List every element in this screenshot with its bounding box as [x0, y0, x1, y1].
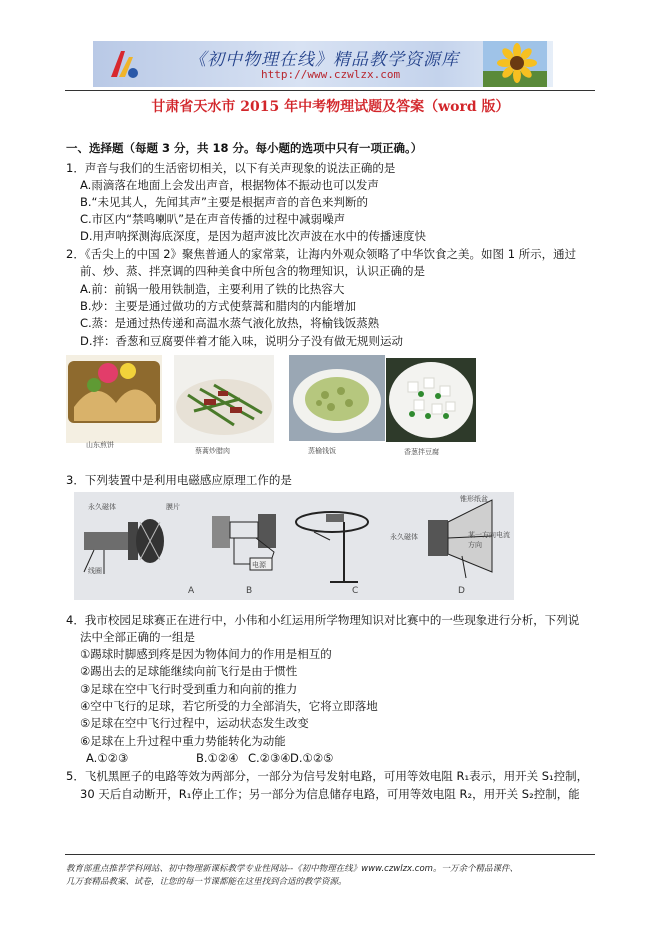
q4-option-d: D.①②⑤: [290, 751, 334, 765]
q4-stem-line2: 法中全部正确的一组是: [80, 630, 195, 644]
figure-label-a: A: [188, 586, 195, 596]
sunflower-icon: [483, 41, 547, 87]
site-logo-icon: [107, 47, 141, 81]
q4-stem-line1: 4．我市校园足球赛正在进行中，小伟和小红运用所学物理知识对比赛中的一些现象进行分析，下列说: [66, 613, 580, 627]
food-caption-1: 山东煎饼: [86, 441, 114, 449]
label-diaphragm: 膜片: [166, 503, 180, 511]
q3-stem: 3．下列装置中是利用电磁感应原理工作的是: [66, 473, 292, 487]
q1-option-a: A.雨滴落在地面上会发出声音，根据物体不振动也可以发声: [80, 178, 379, 192]
q4-statement-5: ⑤足球在空中飞行过程中，运动状态发生改变: [80, 716, 309, 730]
page-footer: [66, 863, 606, 889]
q4-statement-4: ④空中飞行的足球，若它所受的力全部消失，它将立即落地: [80, 699, 378, 713]
label-current: 某一方向电流方向: [468, 531, 510, 549]
q1-stem: 1．声音与我们的生活密切相关，以下有关声现象的说法正确的是: [66, 161, 396, 175]
food-caption-4: 香葱拌豆腐: [404, 448, 439, 456]
q1-option-b: B.“未见其人，先闻其声”主要是根据声音的音色来判断的: [80, 195, 368, 209]
q2-stem-line1: 2．《舌尖上的中国 2》聚焦普通人的家常菜，让海内外观众领略了中华饮食之美。如图 1 所示，通过: [66, 247, 577, 261]
food-photo-tofu: [386, 358, 476, 442]
header-banner: [93, 41, 553, 87]
q4-option-b: B.①②④: [196, 751, 239, 765]
food-photo-jianbing: [66, 355, 162, 443]
footer-line-2: 几万套精品教案、试卷，让您的每一节课都能在这里找到合适的教学资源。: [66, 877, 347, 887]
q3-figure: [74, 492, 514, 600]
q4-statement-3: ③足球在空中飞行时受到重力和向前的推力: [80, 682, 298, 696]
q2-option-d: D.拌：香葱和豆腐要伴着才能入味，说明分子没有做无规则运动: [80, 334, 404, 348]
q5-line1: 5．飞机黑匣子的电路等效为两部分，一部分为信号发射电路，可用等效电阻 R₁表示，用开关 S₁控制，: [66, 769, 589, 783]
food-photo-stirfry: [174, 355, 274, 443]
section-heading: 一、选择题（每题 3 分，共 18 分。每小题的选项中只有一项正确。）: [66, 141, 423, 155]
figure-label-b: B: [246, 586, 253, 596]
q1-option-c: C.市区内“禁鸣喇叭”是在声音传播的过程中减弱噪声: [80, 212, 346, 226]
food-caption-2: 蔡蒿炒腊肉: [195, 447, 230, 455]
q4-option-a: A.①②③: [86, 751, 129, 765]
food-caption-3: 蒸榆钱饭: [308, 447, 336, 455]
q2-option-a: A.前：前锅一般用铁制造，主要利用了铁的比热容大: [80, 282, 345, 296]
q5-line2: 30 天后自动断开，R₁停止工作；另一部分为信息储存电路，可用等效电阻 R₂，用开关 S₂控制，能: [80, 787, 580, 801]
q3-figure-drawing: [74, 492, 514, 600]
page-title: 甘肃省天水市 2015 年中考物理试题及答案（word 版）: [151, 99, 510, 115]
q4-statement-1: ①踢球时脚感到疼是因为物体间力的作用是相互的: [80, 647, 332, 661]
label-cone: 锥形纸盆: [460, 495, 488, 503]
q4-statement-6: ⑥足球在上升过程中重力势能转化为动能: [80, 734, 286, 748]
banner-url[interactable]: http://www.czwlzx.com: [261, 68, 401, 81]
q2-stem-line2: 前、炒、蒸、拌烹调的四种美食中所包含的物理知识，认识正确的是: [80, 264, 425, 278]
q4-option-c: C.②③④: [248, 751, 291, 765]
label-magnet-d: 永久磁体: [390, 533, 418, 541]
footer-line-1: 教育部重点推荐学科网站、初中物理新课标教学专业性网站--《初中物理在线》www.czwlzx.com。一万余个精品课件、: [66, 864, 518, 874]
q1-option-d: D.用声呐探测海底深度，是因为超声波比次声波在水中的传播速度快: [80, 229, 427, 243]
figure-label-c: C: [352, 586, 359, 596]
banner-title: 《初中物理在线》精品教学资源库: [189, 50, 459, 70]
header-divider: [65, 90, 595, 91]
q4-statement-2: ②踢出去的足球能继续向前飞行是由于惯性: [80, 664, 298, 678]
label-battery: 电源: [252, 561, 266, 569]
figure-label-d: D: [458, 586, 465, 596]
q2-option-c: C.蒸：是通过热传递和高温水蒸气液化放热，将榆钱饭蒸熟: [80, 316, 380, 330]
label-magnet-a: 永久磁体: [88, 503, 116, 511]
label-coil: 线圈: [88, 567, 102, 575]
food-photo-elm-rice: [289, 355, 385, 441]
q2-option-b: B.炒：主要是通过做功的方式使蔡蒿和腊肉的内能增加: [80, 299, 357, 313]
footer-divider: [65, 854, 595, 855]
